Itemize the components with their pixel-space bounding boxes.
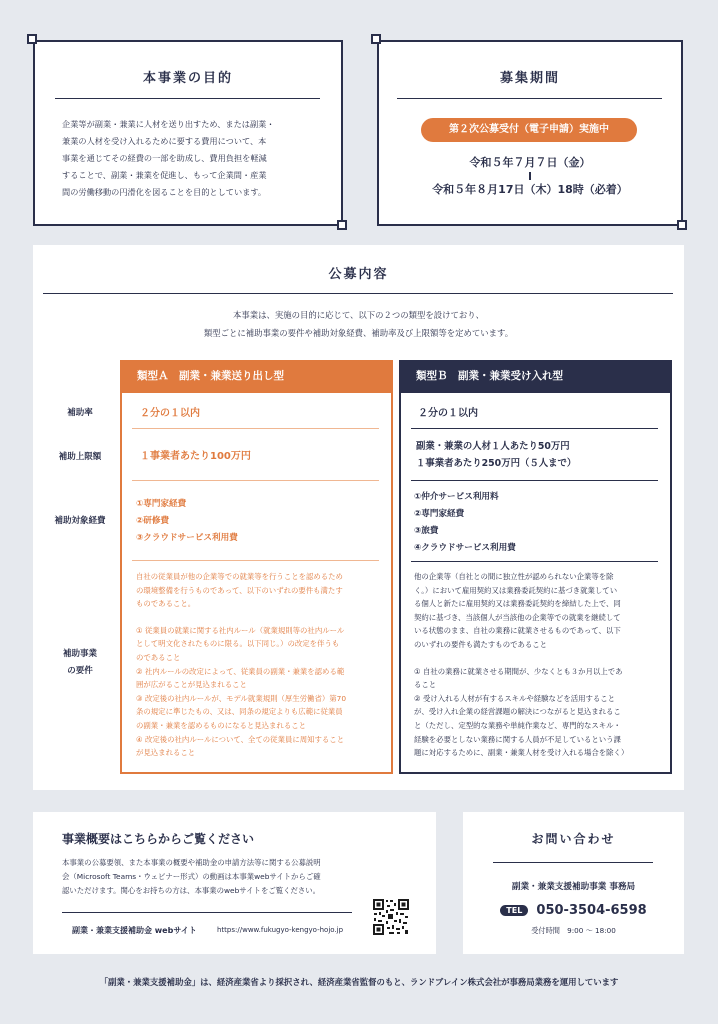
divider (62, 912, 352, 913)
period-connector (529, 172, 531, 180)
type-b-heading: 類型Ｂ 副業・兼業受け入れ型 (399, 360, 672, 393)
contact-tel[interactable]: 050-3504-6598 (536, 903, 647, 918)
qr-code[interactable] (372, 898, 410, 936)
period-start: 令和５年７月７日（金） (469, 156, 591, 169)
footer-note: 「副業・兼業支援補助金」は、経済産業省より採択され、経済産業省監督のもと、ランドブレイン株式会社が事務局業務を運用しています (99, 977, 619, 987)
contact-hours: 受付時間 9:00 ～ 18:00 (531, 926, 616, 935)
contact-office: 副業・兼業支援補助事業 事務局 (511, 882, 636, 892)
overview-url[interactable]: https://www.fukugyo-kengyo-hojo.jp (217, 926, 344, 934)
divider (132, 480, 379, 481)
label-requirements: 補助事業 の要件 (62, 649, 97, 676)
overview-title: 事業概要はこちらからご覧ください (62, 832, 255, 846)
divider (397, 98, 662, 99)
purpose-title: 本事業の目的 (142, 71, 233, 86)
content-intro: 本事業は、実施の目的に応じて、以下の２つの類型を設けており、 類型ごとに補助事業の要件や補助対象経費、補助率及び上限額等を定めています。 (203, 310, 514, 338)
contact-tel-row (463, 900, 684, 919)
corner-marker (677, 220, 687, 230)
purpose-body: 企業等が副業・兼業に人材を送り出すため、または副業・ 兼業の人材を受け入れるために要する費用について、本 事業を通じてその経費の一部を助成し、費用負担を軽減 することで、副業・兼業を促進し、もって企業間・産業 間の労働移動の円滑化を図ることを目的としています。 (62, 119, 275, 197)
type-a-requirements: 自社の従業員が他の企業等での就業等を行うことを認めるため の環境整備を行うものであって、以下のいずれの要件も満たす ものであること。 ① 従業員の就業に関する社内ルール（就業規則等の社内ルール として明文化されたものに限る。以下同じ。）の改定を伴うも のであること ② 社内ルールの改定によって、従業員の副業・兼業を認める範 囲が広がることが見込まれること ③ 改定後の社内ルールが、モデル就業規則（厚生労働省）第70 条の規定に準じたもの、又は、同条の規定よりも広範に従業員 の副業・兼業を認めるものになると見込まれること ④ 改定後の社内ルールについて、全ての従業員に周知すること が見込まれること (136, 572, 347, 758)
overview-site-label: 副業・兼業支援補助金 webサイト (72, 926, 197, 935)
divider (411, 561, 658, 562)
period-end: 令和５年８月17日（木）18時（必着） (432, 183, 628, 196)
type-b-limit: 副業・兼業の人材１人あたり50万円 １事業者あたり250万円（５人まで） (416, 441, 577, 469)
label-expenses: 補助対象経費 (54, 516, 106, 526)
type-a-expenses: ①専門家経費 ②研修費 ③クラウドサービス利用費 (136, 499, 238, 543)
type-b-rate: ２分の１以内 (418, 408, 478, 419)
content-title: 公募内容 (328, 267, 389, 282)
overview-body: 本事業の公募要領、また本事業の概要や補助金の申請方法等に関する公募説明 会（Microsoft Teams・ウェビナー形式）の動画は本事業webサイトからご確 認いただけます。関心をお持ちの方は、本事業のwebサイトをご覧ください。 (62, 858, 321, 895)
divider (411, 480, 658, 481)
period-title: 募集期間 (499, 71, 560, 86)
divider (132, 560, 379, 561)
type-a-limit: １事業者あたり100万円 (140, 451, 251, 462)
tel-badge: TEL (500, 905, 528, 916)
type-a-heading: 類型Ａ 副業・兼業送り出し型 (120, 360, 393, 393)
type-b-expenses: ①仲介サービス利用料 ②専門家経費 ③旅費 ④クラウドサービス利用費 (414, 492, 516, 553)
divider (411, 428, 658, 429)
label-rate: 補助率 (67, 408, 93, 418)
type-a-rate: ２分の１以内 (140, 408, 200, 419)
corner-marker (337, 220, 347, 230)
contact-title: お問い合わせ (531, 832, 616, 846)
divider (493, 862, 653, 863)
corner-marker (27, 34, 37, 44)
divider (55, 98, 320, 99)
corner-marker (371, 34, 381, 44)
divider (43, 293, 673, 294)
period-badge: 第２次公募受付（電子申請）実施中 (421, 118, 637, 142)
label-limit: 補助上限額 (58, 452, 102, 462)
divider (132, 428, 379, 429)
type-b-requirements: 他の企業等（自社との間に独立性が認められない企業等を除 く。）において雇用契約又は業務委託契約に基づき就業してい る個人と新たに雇用契約又は業務委託契約を締結した上で、同 契約に基づき、当該個人が当該他の企業等での就業を継続して いる状態のまま、自社の業務に就業させるものであって、以下 のいずれの要件も満たすものであること ① 自社の業務に就業させる期間が、少なくとも３か月以上であ ること ② 受け入れる人材が有するスキルや経験などを活用すること が、受け入れ企業の経営課題の解決につながると見込まれるこ と（ただし、定型的な業務や単純作業など、専門的なスキル・ 経験を必要としない業務に関する人員が不足しているという課 題に対応するために、副業・兼業人材を受け入れる場合を除く） (414, 572, 629, 758)
